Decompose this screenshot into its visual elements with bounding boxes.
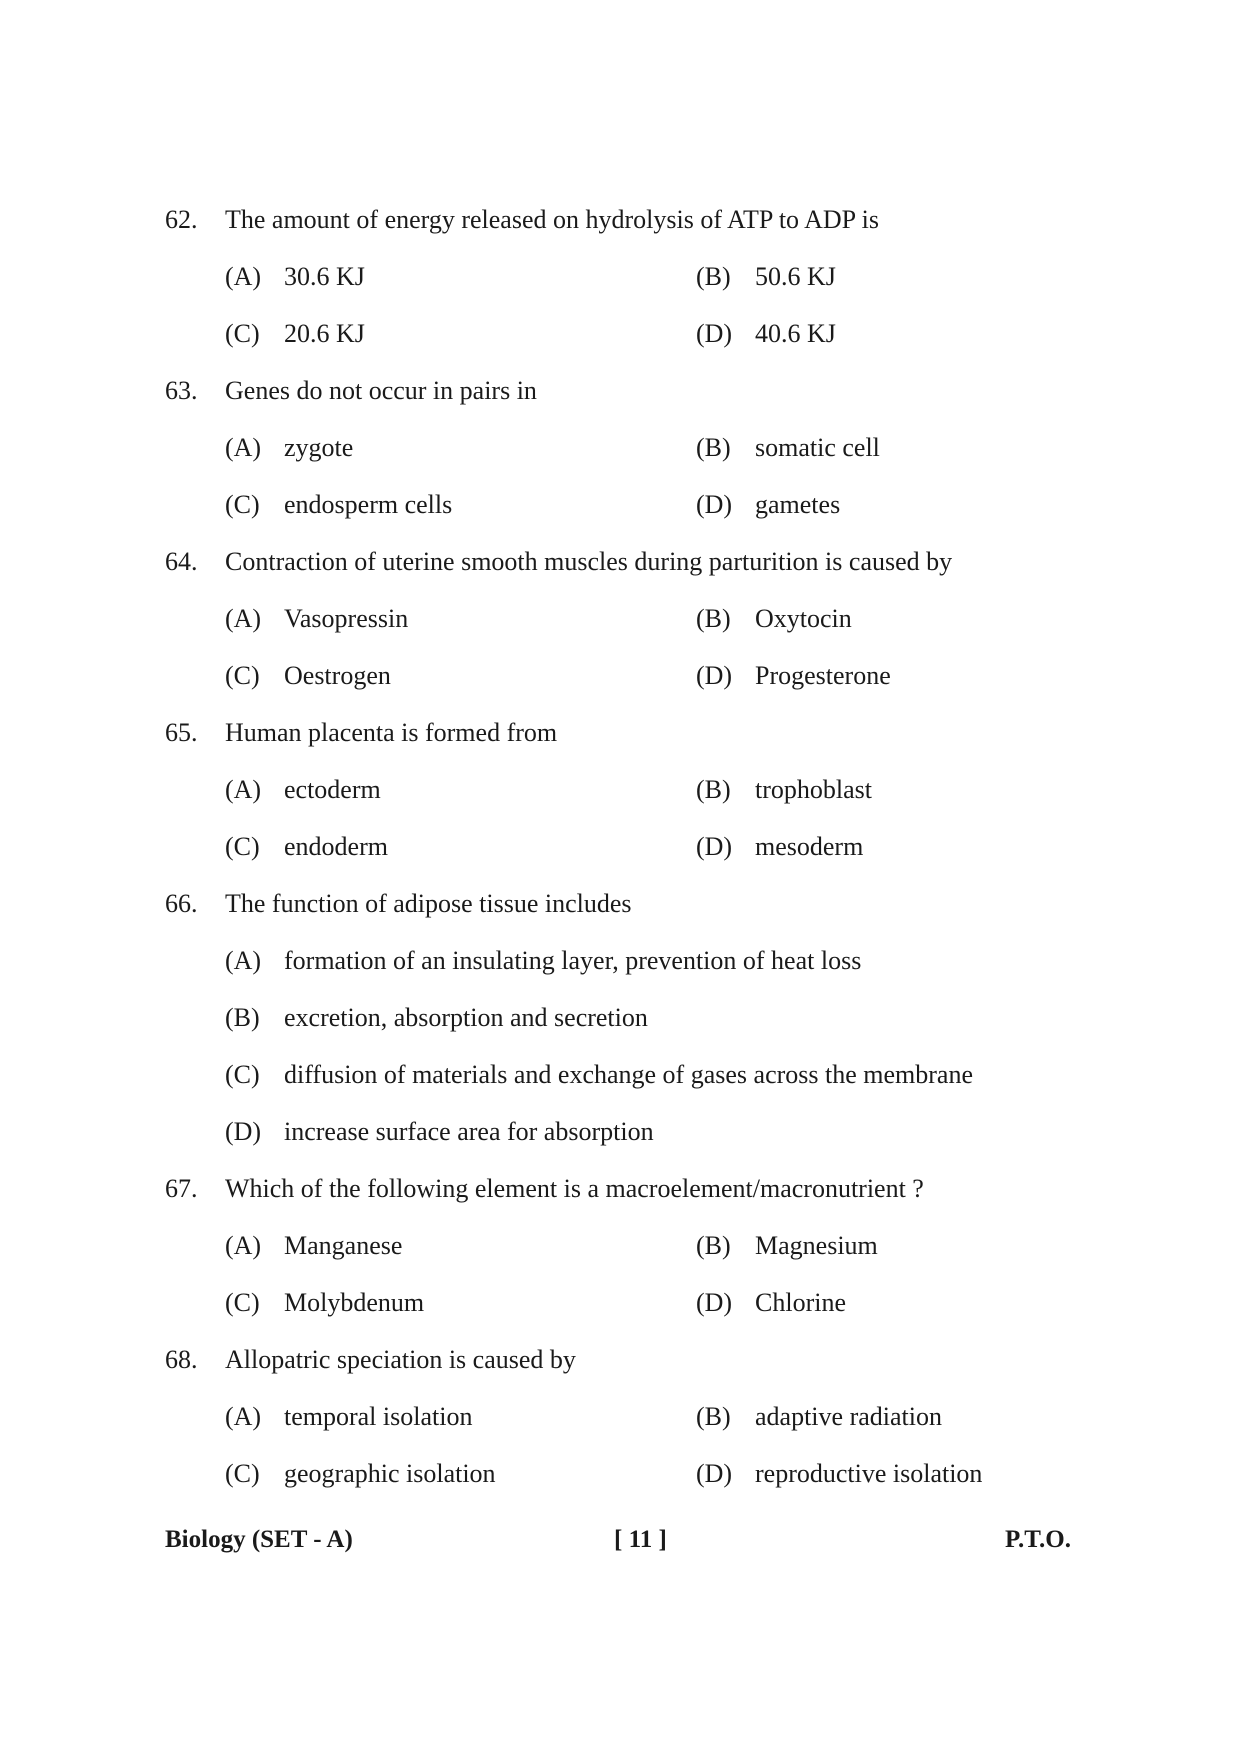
option-text: Molybdenum [284, 1288, 425, 1317]
option-text: Magnesium [755, 1231, 878, 1260]
option-text: 30.6 KJ [284, 262, 365, 291]
option-label: (C) [225, 832, 260, 861]
option-text: diffusion of materials and exchange of gases across the membrane [284, 1060, 973, 1089]
option-label: (B) [696, 775, 731, 804]
option-label: (C) [225, 661, 260, 690]
option-label: (A) [225, 604, 262, 633]
option-label: (D) [696, 1288, 733, 1317]
option-text: Progesterone [755, 661, 891, 690]
question-number: 62. [165, 205, 198, 234]
option-text: mesoderm [755, 832, 864, 861]
question-number: 64. [165, 547, 198, 576]
question-text: The amount of energy released on hydrolysis of ATP to ADP is [225, 205, 880, 234]
option-label: (C) [225, 1060, 260, 1089]
option-label: (B) [225, 1003, 260, 1032]
option-label: (A) [225, 1402, 262, 1431]
footer-subject: Biology (SET - A) [165, 1526, 353, 1553]
option-text: 40.6 KJ [755, 319, 836, 348]
option-label: (C) [225, 1288, 260, 1317]
option-label: (D) [696, 319, 733, 348]
option-label: (A) [225, 946, 262, 975]
option-text: adaptive radiation [755, 1402, 942, 1431]
question-text: Which of the following element is a macroelement/macronutrient ? [225, 1174, 924, 1203]
option-label: (C) [225, 319, 260, 348]
option-label: (D) [696, 490, 733, 519]
option-label: (A) [225, 1231, 262, 1260]
option-text: formation of an insulating layer, prevention of heat loss [284, 946, 862, 975]
option-text: endoderm [284, 832, 388, 861]
option-text: Oestrogen [284, 661, 391, 690]
option-label: (B) [696, 604, 731, 633]
option-text: Manganese [284, 1231, 403, 1260]
option-label: (D) [696, 661, 733, 690]
option-label: (A) [225, 433, 262, 462]
option-text: reproductive isolation [755, 1459, 983, 1488]
question-number: 66. [165, 889, 198, 918]
question-number: 63. [165, 376, 198, 405]
option-label: (D) [696, 1459, 733, 1488]
option-text: temporal isolation [284, 1402, 473, 1431]
option-text: endosperm cells [284, 490, 453, 519]
option-label: (D) [225, 1117, 262, 1146]
option-text: 50.6 KJ [755, 262, 836, 291]
option-text: trophoblast [755, 775, 872, 804]
option-label: (A) [225, 775, 262, 804]
option-text: gametes [755, 490, 841, 519]
option-text: Vasopressin [284, 604, 409, 633]
question-text: Allopatric speciation is caused by [225, 1345, 576, 1374]
option-text: increase surface area for absorption [284, 1117, 654, 1146]
question-number: 67. [165, 1174, 198, 1203]
option-label: (B) [696, 1231, 731, 1260]
option-label: (B) [696, 262, 731, 291]
option-text: Oxytocin [755, 604, 852, 633]
option-text: zygote [284, 433, 354, 462]
option-label: (C) [225, 490, 260, 519]
option-text: somatic cell [755, 433, 880, 462]
question-number: 68. [165, 1345, 198, 1374]
question-text: Human placenta is formed from [225, 718, 558, 747]
option-label: (A) [225, 262, 262, 291]
option-text: geographic isolation [284, 1459, 496, 1488]
option-text: ectoderm [284, 775, 381, 804]
question-text: Contraction of uterine smooth muscles during parturition is caused by [225, 547, 953, 576]
question-text: Genes do not occur in pairs in [225, 376, 537, 405]
option-text: Chlorine [755, 1288, 846, 1317]
option-text: 20.6 KJ [284, 319, 365, 348]
footer-pto: P.T.O. [1005, 1526, 1071, 1553]
question-number: 65. [165, 718, 198, 747]
footer-page-number: [ 11 ] [614, 1526, 667, 1553]
option-label: (B) [696, 1402, 731, 1431]
option-text: excretion, absorption and secretion [284, 1003, 648, 1032]
option-label: (B) [696, 433, 731, 462]
question-text: The function of adipose tissue includes [225, 889, 632, 918]
option-label: (C) [225, 1459, 260, 1488]
option-label: (D) [696, 832, 733, 861]
